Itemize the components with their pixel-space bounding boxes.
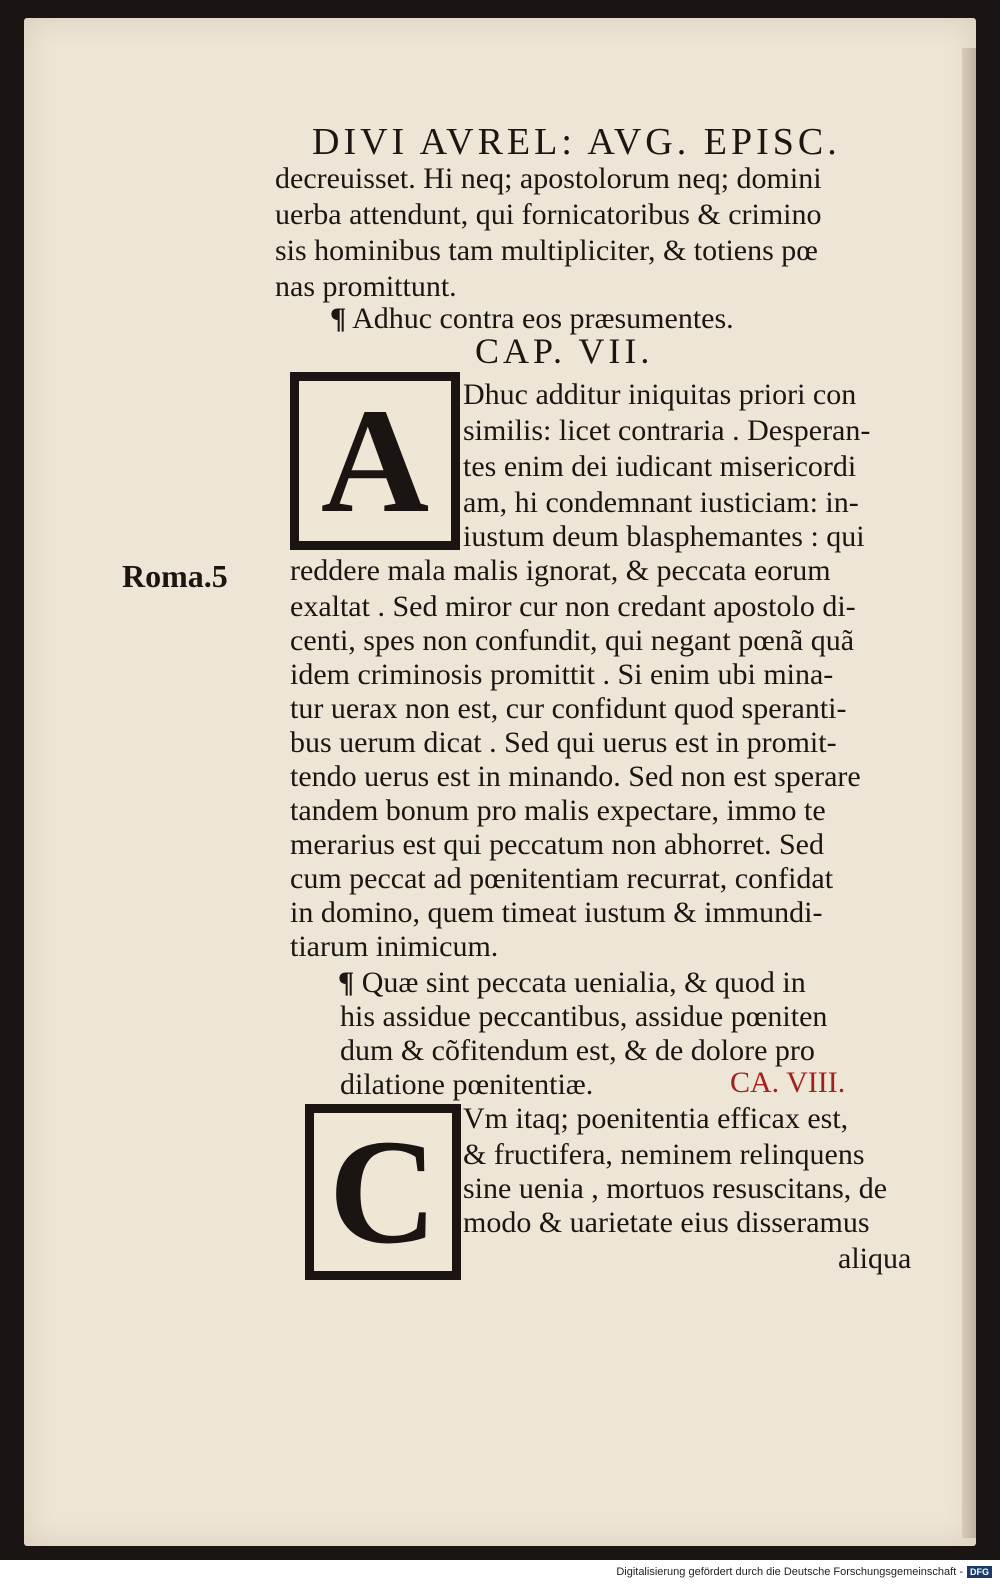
initial-frame [299, 381, 451, 541]
footer-text: Digitalisierung gefördert durch die Deutsche Forschungsgemeinschaft - [616, 1566, 963, 1578]
dfg-logo: DFG [967, 1566, 992, 1578]
text-line: tandem bonum pro malis expectare, immo te [290, 794, 826, 827]
text-line: tur uerax non est, cur confidunt quod speranti- [290, 692, 847, 725]
text-line: tiarum inimicum. [290, 930, 499, 963]
text-line: nas promittunt. [275, 270, 457, 303]
text-line: Dhuc additur iniquitas priori con [463, 378, 857, 411]
text-line: bus uerum dicat . Sed qui uerus est in promit- [290, 726, 837, 759]
text-line: sis hominibus tam multipliciter, & totiens pœ [275, 234, 818, 267]
text-line: Vm itaq; poenitentia efficax est, [463, 1102, 849, 1135]
text-line: reddere mala malis ignorat, & peccata eorum [290, 554, 831, 587]
text-line: tes enim dei iudicant misericordi [463, 450, 857, 483]
margin-note: Roma.5 [122, 558, 228, 594]
text-line: am, hi condemnant iusticiam: in- [463, 486, 859, 519]
text-line: merarius est qui peccatum non abhorret. Sed [290, 828, 824, 861]
initial-letter-a: A [320, 381, 430, 541]
initial-letter-c: C [328, 1113, 438, 1271]
text-line: centi, spes non confundit, qui negant pœnã quã [290, 624, 855, 657]
text-line: tendo uerus est in minando. Sed non est sperare [290, 760, 861, 793]
chapter-8-number: CA. VIII. [730, 1066, 846, 1099]
text-line: iustum deum blasphemantes : qui [463, 520, 865, 553]
text-line: in domino, quem timeat iustum & immundi- [290, 896, 823, 929]
chapter-8-heading [338, 966, 806, 1000]
text-line: cum peccat ad pœnitentiam recurrat, confidat [290, 862, 834, 895]
chapter-7-heading-text: Adhuc contra eos præsumentes. [352, 302, 734, 335]
catchword: aliqua [838, 1242, 912, 1275]
pilcrow-icon: ¶ [330, 302, 347, 335]
text-line: idem criminosis promittit . Si enim ubi mina- [290, 658, 834, 691]
decorated-initial-c [305, 1104, 461, 1280]
text-line: exaltat . Sed miror cur non credant apostolo di- [290, 590, 856, 623]
text-line: uerba attendunt, qui fornicatoribus & crimino [275, 198, 822, 231]
text-line: decreuisset. Hi neq; apostolorum neq; domini [275, 162, 822, 195]
text-line: similis: licet contraria . Desperan- [463, 414, 871, 447]
text-line: dilatione pœnitentiæ. [340, 1068, 594, 1101]
pilcrow-icon: ¶ [338, 966, 355, 999]
chapter-7-number: CAP. VII. [475, 331, 654, 371]
text-line: dum & cõfitendum est, & de dolore pro [340, 1034, 815, 1067]
page-edge [962, 48, 976, 1538]
text-line: sine uenia , mortuos resuscitans, de [463, 1172, 888, 1205]
text-line: & fructifera, neminem relinquens [463, 1138, 865, 1171]
running-header: DIVI AVREL: AVG. EPISC. [312, 121, 841, 163]
initial-frame [314, 1113, 452, 1271]
text-line: modo & uarietate eius disseramus [463, 1206, 870, 1239]
text-line: his assidue peccantibus, assidue pœniten [340, 1000, 828, 1033]
chapter-8-heading-text: Quæ sint peccata uenialia, & quod in [361, 966, 806, 999]
digitization-footer [616, 1566, 992, 1578]
decorated-initial-a [290, 372, 460, 550]
